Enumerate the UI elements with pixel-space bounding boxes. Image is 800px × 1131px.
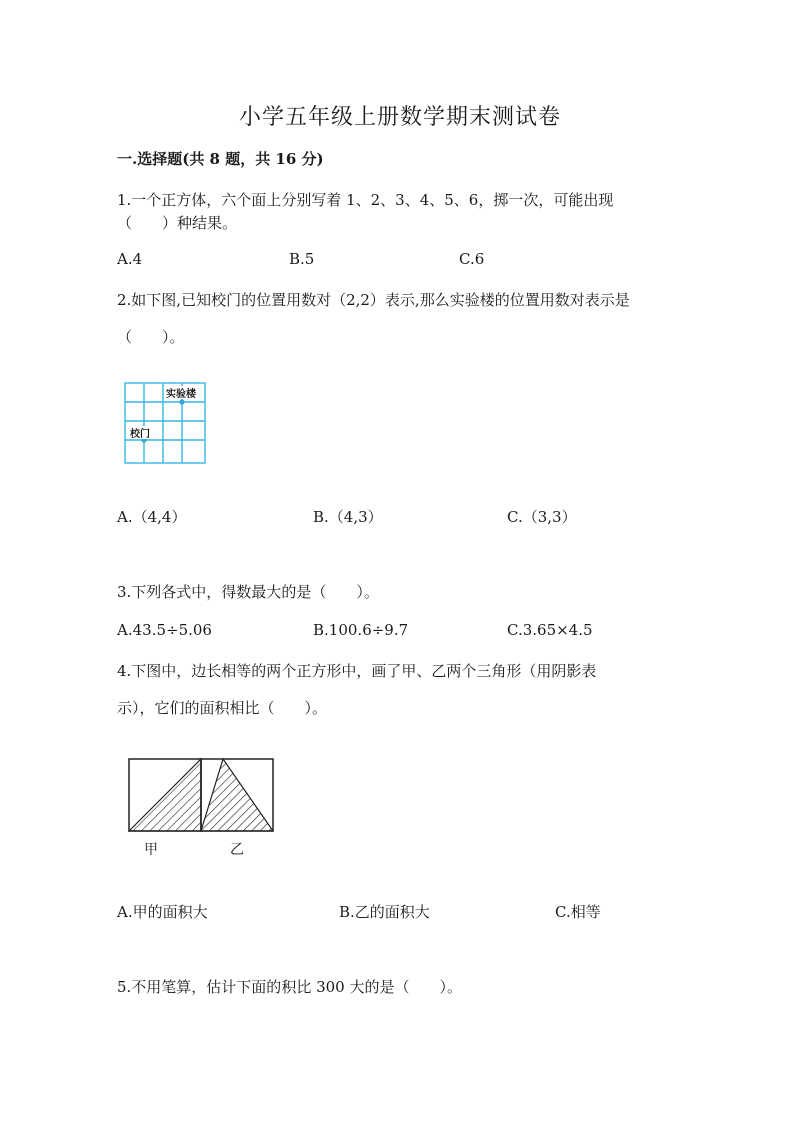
triangles-figure	[120, 750, 280, 865]
q2-option-b: B.（4,3）	[313, 508, 383, 526]
section-heading: 一.选择题(共 8 题，共 16 分)	[117, 150, 324, 168]
triangle-yi	[201, 759, 273, 831]
school-gate-label: 校门	[130, 429, 150, 440]
label-yi: 乙	[230, 842, 244, 858]
q1-option-b: B.5	[289, 250, 315, 268]
q4-option-c: C.相等	[555, 903, 601, 921]
q3-option-c: C.3.65×4.5	[507, 621, 593, 639]
q1-text-line2: （ ）种结果。	[117, 214, 238, 232]
q5-text: 5.不用笔算，估计下面的积比 300 大的是（ ）。	[117, 978, 462, 996]
q4-text-line1: 4.下图中，边长相等的两个正方形中，画了甲、乙两个三角形（用阴影表	[117, 662, 597, 680]
q3-text: 3.下列各式中，得数最大的是（ ）。	[117, 583, 379, 601]
q1-option-a: A.4	[117, 250, 143, 268]
q1-text-line1: 1.一个正方体，六个面上分别写着 1、2、3、4、5、6，掷一次，可能出现	[117, 191, 614, 209]
q3-option-b: B.100.6÷9.7	[313, 621, 409, 639]
q4-text-line2: 示），它们的面积相比（ ）。	[117, 699, 328, 717]
lab-building-label: 实验楼	[166, 389, 196, 400]
label-jia: 甲	[144, 842, 158, 858]
q3-option-a: A.43.5÷5.06	[117, 621, 212, 639]
lab-building-dot	[179, 399, 184, 404]
triangle-jia	[129, 759, 201, 831]
q1-option-c: C.6	[459, 250, 485, 268]
page-title: 小学五年级上册数学期末测试卷	[238, 105, 561, 130]
q4-option-a: A.甲的面积大	[117, 903, 208, 921]
q2-text-line1: 2.如下图,已知校门的位置用数对（2,2）表示,那么实验楼的位置用数对表示是	[117, 291, 630, 309]
coordinate-grid-figure	[120, 378, 210, 468]
q2-text-line2: （ ）。	[117, 328, 185, 346]
q2-option-c: C.（3,3）	[507, 508, 577, 526]
q4-option-b: B.乙的面积大	[339, 903, 430, 921]
q2-option-a: A.（4,4）	[117, 508, 187, 526]
